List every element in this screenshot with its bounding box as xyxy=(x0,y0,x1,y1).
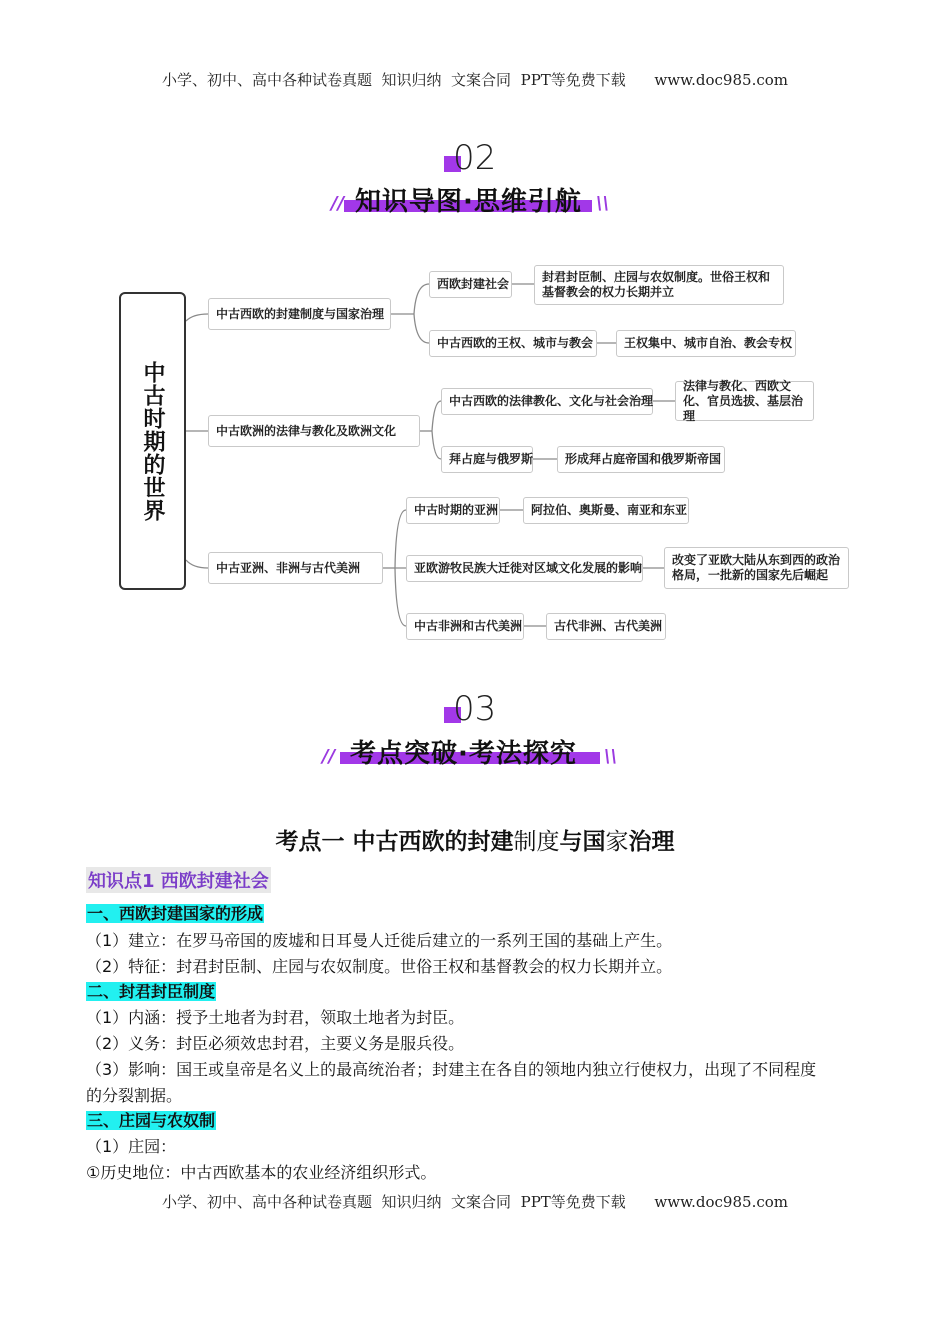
subsection-heading: 二、封君封臣制度 xyxy=(87,982,216,1001)
section-number: 03 xyxy=(453,689,497,729)
mindmap-leaf: 法律与教化、西欧文化、官员选拔、基层治理 xyxy=(675,381,814,421)
page-footer: 小学、初中、高中各种试卷真题 知识归纳 文案合同 PPT等免费下载 www.doc985.com xyxy=(161,1193,788,1211)
subsection-heading: 三、庄园与农奴制 xyxy=(87,1111,216,1130)
subsection-heading: 一、西欧封建国家的形成 xyxy=(87,904,264,923)
mindmap-node: 拜占庭与俄罗斯 xyxy=(441,446,533,473)
mindmap-leaf: 形成拜占庭帝国和俄罗斯帝国 xyxy=(557,446,725,473)
knowledge-point-title: 知识点1 西欧封建社会 xyxy=(86,867,271,893)
mindmap-node: 亚欧游牧民族大迁徙对区域文化发展的影响 xyxy=(406,555,643,582)
body-line: 的分裂割据。 xyxy=(86,1086,183,1105)
kaodian-title: 考点一 中古西欧的封建制度与国家治理 xyxy=(275,829,675,855)
mindmap-leaf: 封君封臣制、庄园与农奴制度。世俗王权和基督教会的权力长期并立 xyxy=(534,265,784,305)
mindmap-leaf: 改变了亚欧大陆从东到西的政治格局，一批新的国家先后崛起 xyxy=(664,547,849,589)
mindmap-leaf: 王权集中、城市自治、教会专权 xyxy=(616,330,796,357)
section-title: 考点突破·考法探究 xyxy=(350,739,577,769)
slash-decoration-icon: // xyxy=(322,746,336,767)
mindmap-node: 中古时期的亚洲 xyxy=(406,497,500,524)
mindmap-node: 西欧封建社会 xyxy=(429,271,512,298)
mindmap-branch-3: 中古亚洲、非洲与古代美洲 xyxy=(208,552,383,584)
slash-decoration-icon: \\ xyxy=(596,193,610,214)
body-line: （3）影响：国王或皇帝是名义上的最高统治者；封建主在各自的领地内独立行使权力，出现了不同程度 xyxy=(86,1060,817,1079)
slash-decoration-icon: \\ xyxy=(604,746,618,767)
mindmap-leaf: 阿拉伯、奥斯曼、南亚和东亚 xyxy=(523,497,689,524)
mindmap-branch-1: 中古西欧的封建制度与国家治理 xyxy=(208,298,391,330)
body-line: ①历史地位：中古西欧基本的农业经济组织形式。 xyxy=(86,1163,437,1182)
mindmap-node: 中古西欧的王权、城市与教会 xyxy=(429,330,597,357)
mindmap-root: 中古时期的世界 xyxy=(119,292,186,590)
mindmap-node: 中古非洲和古代美洲 xyxy=(406,613,524,640)
section-title: 知识导图·思维引航 xyxy=(355,187,582,217)
body-line: （1）庄园： xyxy=(86,1137,177,1156)
body-line: （2）特征：封君封臣制、庄园与农奴制度。世俗王权和基督教会的权力长期并立。 xyxy=(86,957,673,976)
body-line: （1）内涵：授予土地者为封君，领取土地者为封臣。 xyxy=(86,1008,465,1027)
page-header: 小学、初中、高中各种试卷真题 知识归纳 文案合同 PPT等免费下载 www.doc985.com xyxy=(161,71,788,89)
section-number: 02 xyxy=(453,138,497,178)
body-line: （1）建立：在罗马帝国的废墟和日耳曼人迁徙后建立的一系列王国的基础上产生。 xyxy=(86,931,673,950)
mindmap-node: 中古西欧的法律教化、文化与社会治理 xyxy=(441,388,653,415)
slash-decoration-icon: // xyxy=(331,193,345,214)
body-line: （2）义务：封臣必须效忠封君，主要义务是服兵役。 xyxy=(86,1034,465,1053)
mindmap-branch-2: 中古欧洲的法律与教化及欧洲文化 xyxy=(208,415,420,447)
mindmap-leaf: 古代非洲、古代美洲 xyxy=(546,613,666,640)
